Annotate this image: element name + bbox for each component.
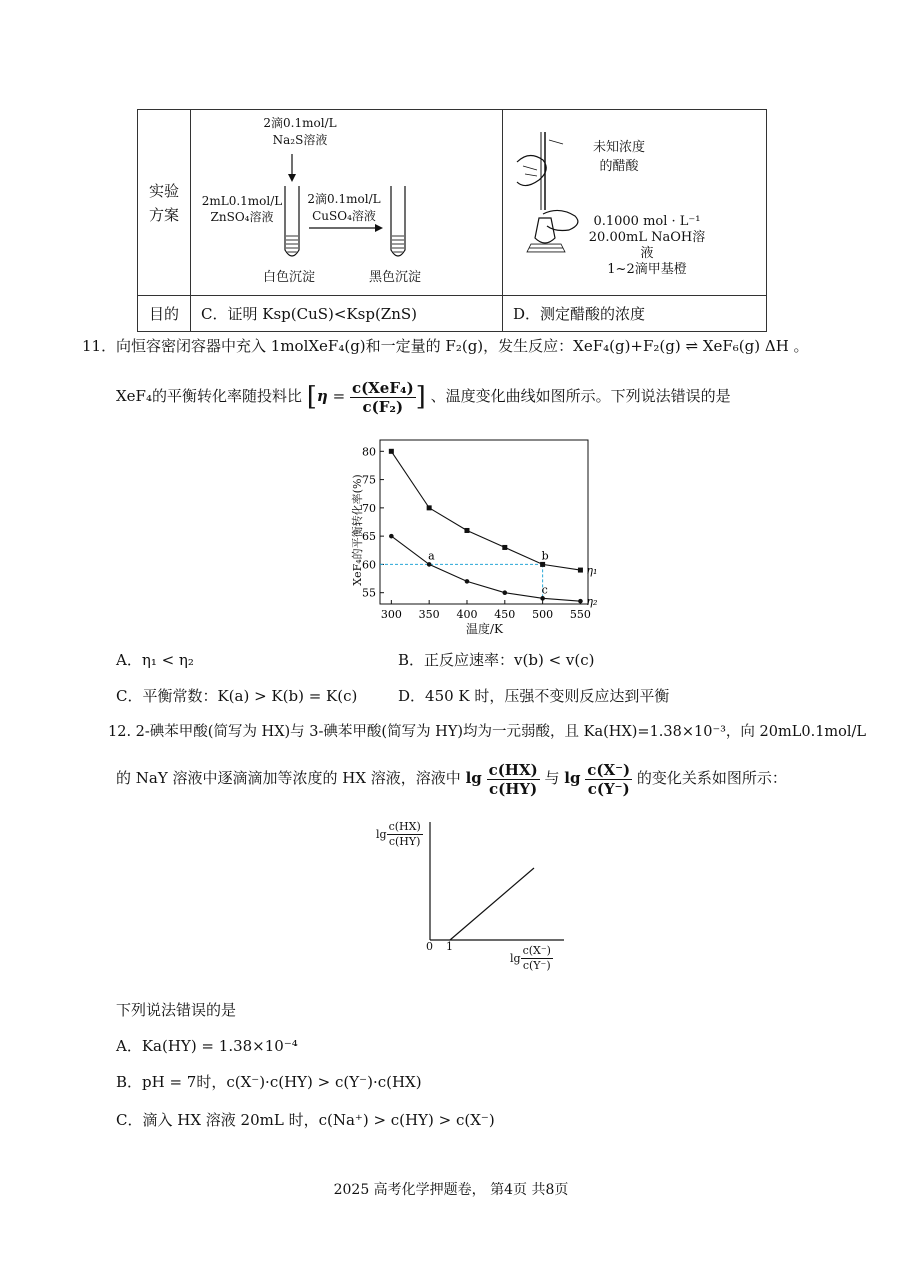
q12-option-b: B．pH = 7时，c(X⁻)·c(HY) > c(Y⁻)·c(HX) xyxy=(116,1073,422,1091)
y-tick-label-65: 65 xyxy=(362,530,376,544)
q12-x-intercept: 1 xyxy=(446,940,453,953)
y-denominator: c(Y⁻) xyxy=(587,779,630,798)
series-2-point-300 xyxy=(389,534,394,539)
q12-prompt: 下列说法错误的是 xyxy=(116,1001,237,1019)
x-tick-label-350: 350 xyxy=(418,608,440,621)
point-label-c: c xyxy=(541,583,548,597)
q12-y-label-lg: lg xyxy=(376,828,387,841)
purpose-label-cell xyxy=(138,296,191,332)
series-2-point-400 xyxy=(465,579,470,584)
series-label-1: η₁ xyxy=(586,564,598,578)
purpose-d: D．测定醋酸的浓度 xyxy=(513,304,646,323)
y-tick-label-80: 80 xyxy=(362,445,376,459)
q12-stem-line2-suffix: 的变化关系如图所示： xyxy=(636,769,787,787)
x-tick-label-400: 400 xyxy=(456,608,478,621)
scheme-label: 实验方案 xyxy=(148,181,179,224)
q12-option-a: A．Ka(HY) = 1.38×10⁻⁴ xyxy=(116,1037,298,1055)
lg-2: lg xyxy=(564,769,581,787)
hx-hy-fraction xyxy=(487,761,540,798)
q12-x-label-frac xyxy=(521,944,553,973)
experiment-table xyxy=(137,109,767,332)
titration-diagram xyxy=(503,110,766,295)
lg-1: lg xyxy=(465,769,482,787)
series-1-point-500 xyxy=(540,562,545,567)
q12-line xyxy=(450,868,534,940)
series-label-2: η₂ xyxy=(586,595,598,609)
q12-x-num: c(X⁻) xyxy=(522,944,551,957)
black-precipitate-caption: 黑色沉淀 xyxy=(369,270,422,285)
acetic-acid-label xyxy=(587,136,651,174)
naoh-label xyxy=(587,214,707,278)
purpose-c-cell xyxy=(191,296,503,332)
plot-frame xyxy=(380,440,588,604)
q12-x-label-lg: lg xyxy=(510,952,521,965)
chart-ylabel-wrap xyxy=(344,458,364,608)
right-hand xyxy=(543,210,578,230)
acetic-acid-label-line1: 未知浓度 xyxy=(592,140,645,155)
series-2-point-550 xyxy=(578,599,583,604)
scheme-label-cell xyxy=(138,110,191,296)
na2s-drop-label-line1: 2滴0.1mol/L xyxy=(263,116,337,130)
x-numerator: c(X⁻) xyxy=(587,760,631,779)
left-hand xyxy=(517,155,546,185)
purpose-c: C．证明 Ksp(CuS)<Ksp(ZnS) xyxy=(201,304,418,323)
x-y-fraction xyxy=(585,761,632,798)
y-tick-label-70: 70 xyxy=(362,501,376,515)
q12-x-label xyxy=(510,944,553,973)
page-footer: 2025 高考化学押题卷， 第4页 共8页 xyxy=(333,1182,569,1198)
q11-stem-line1: 向恒容密闭容器中充入 1molXeF₄(g)和一定量的 F₂(g)，发生反应：XeF₄(g)+F₂(g) ⇌ XeF₆(g) ΔH 。 xyxy=(116,337,809,355)
q11-option-a: A．η₁ < η₂ xyxy=(116,651,194,669)
white-precipitate-caption: 白色沉淀 xyxy=(263,270,316,285)
hx-numerator: c(HX) xyxy=(488,760,538,779)
scheme-right-cell xyxy=(503,110,767,296)
naoh-label-line3: 1~2滴甲基橙 xyxy=(607,262,687,277)
precipitation-diagram xyxy=(191,110,502,295)
x-tick-label-450: 450 xyxy=(494,608,516,621)
chart-ylabel: XeF₄的平衡转化率(%) xyxy=(351,474,364,586)
eta-denominator: c(F₂) xyxy=(362,397,404,416)
na2s-drop-label-line2: Na₂S溶液 xyxy=(272,133,328,147)
znso4-label-line1: 2mL0.1mol/L xyxy=(201,194,283,208)
znso4-label-line2: ZnSO₄溶液 xyxy=(210,210,274,224)
series-2-point-500 xyxy=(540,596,545,601)
point-label-a: a xyxy=(428,549,435,563)
series-1-point-550 xyxy=(578,568,583,573)
eta-fraction xyxy=(350,379,416,416)
x-tick-label-550: 550 xyxy=(569,608,591,621)
hy-denominator: c(HY) xyxy=(489,779,538,798)
series-1-point-400 xyxy=(464,528,469,533)
y-tick-label-55: 55 xyxy=(362,586,376,600)
q11-option-d: D．450 K 时，压强不变则反应达到平衡 xyxy=(398,687,670,705)
series-1-point-300 xyxy=(389,449,394,454)
cuso4-label-line1: 2滴0.1mol/L xyxy=(307,192,381,206)
y-tick-label-60: 60 xyxy=(362,558,376,572)
x-tick-label-500: 500 xyxy=(532,608,554,621)
q12-stem-line2-prefix: 的 NaY 溶液中逐滴滴加等浓度的 HX 溶液，溶液中 xyxy=(116,769,461,787)
series-2-point-450 xyxy=(503,590,508,595)
q11-stem-line2-prefix: XeF₄的平衡转化率随投料比 xyxy=(116,387,302,405)
q12-y-den: c(HY) xyxy=(388,835,421,848)
eta-numerator: c(XeF₄) xyxy=(351,378,414,397)
conical-flask xyxy=(535,218,555,243)
x-tick-label-300: 300 xyxy=(380,608,402,621)
point-label-b: b xyxy=(541,549,549,563)
q11-stem-line2: XeF₄的平衡转化率随投料比 [η = $\frac{\text{c(XeF₄)}}{\text{c(F₂)}}$ ] 、温度变化曲线如图所示。下列说法错误的是 xyxy=(116,378,731,416)
cuso4-label-line2: CuSO₄溶液 xyxy=(312,209,376,223)
q12-option-c: C．滴入 HX 溶液 20mL 时，c(Na⁺) > c(HY) > c(X⁻) xyxy=(116,1111,495,1129)
q11-option-c: C．平衡常数：K(a) > K(b) = K(c) xyxy=(116,687,358,705)
series-1-point-350 xyxy=(427,505,432,510)
acetic-acid-label-line2: 的醋酸 xyxy=(599,159,639,174)
q12-y-label-frac xyxy=(387,820,423,849)
q12-y-label xyxy=(376,820,423,849)
series-2-point-350 xyxy=(427,562,432,567)
series-1-point-450 xyxy=(502,545,507,550)
q11-stem-line2-suffix: 、温度变化曲线如图所示。下列说法错误的是 xyxy=(430,387,731,405)
q12-origin: 0 xyxy=(426,940,433,953)
q12-stem-line1: 12. 2-碘苯甲酸(简写为 HX)与 3-碘苯甲酸(简写为 HY)均为一元弱酸，且 Ka(HX)=1.38×10⁻³，向 20mL0.1mol/L xyxy=(108,724,867,740)
scheme-left-cell xyxy=(191,110,503,296)
chart-xlabel: 温度/K xyxy=(466,622,504,636)
series-line-1 xyxy=(391,451,580,570)
naoh-label-line2: 20.00mL NaOH溶液 xyxy=(588,230,706,261)
q11-option-b: B．正反应速率：v(b) < v(c) xyxy=(398,651,595,669)
q12-y-num: c(HX) xyxy=(388,820,421,833)
q12-x-den: c(Y⁻) xyxy=(522,959,551,972)
purpose-label: 目的 xyxy=(148,304,179,323)
naoh-label-line1: 0.1000 mol · L⁻¹ xyxy=(593,214,701,229)
test-tubes-svg xyxy=(191,110,502,295)
q11-number: 11． xyxy=(82,337,117,355)
q12-stem-line2-mid: 与 xyxy=(544,769,560,787)
y-tick-label-75: 75 xyxy=(362,473,376,487)
q12-stem-line2 xyxy=(116,758,787,798)
series-line-2 xyxy=(391,536,580,601)
conversion-chart xyxy=(340,432,598,638)
purpose-d-cell xyxy=(503,296,767,332)
